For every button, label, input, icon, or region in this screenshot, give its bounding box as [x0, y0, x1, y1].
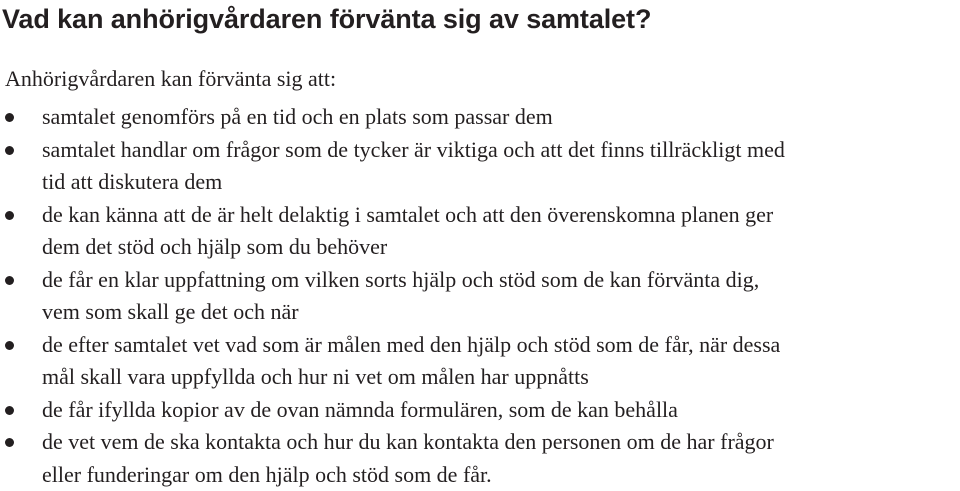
list-item-text-continued: mål skall vara uppfyllda och hur ni vet om målen har uppnåtts: [42, 364, 589, 389]
list-item-text-continued: vem som skall ge det och när: [42, 299, 299, 324]
bullet-dot-icon: [5, 406, 14, 415]
list-item-text: de efter samtalet vet vad som är målen med den hjälp och stöd som de får, när dessa: [42, 331, 781, 357]
bullet-dot-icon: [5, 211, 14, 220]
bullet-dot-icon: [5, 276, 14, 285]
list-item-text: samtalet handlar om frågor som de tycker är viktiga och att det finns tillräckligt med: [42, 136, 785, 162]
list-item: [0, 134, 958, 199]
list-item: [0, 264, 958, 329]
bullet-list: [0, 101, 958, 491]
list-item: [0, 394, 958, 427]
list-item-text-continued: eller funderingar om den hjälp och stöd som de får.: [42, 461, 492, 487]
bullet-dot-icon: [5, 341, 14, 350]
bullet-dot-icon: [5, 113, 14, 122]
intro-text: Anhörigvårdaren kan förvänta sig att:: [5, 66, 337, 91]
list-item-text-continued: tid att diskutera dem: [42, 169, 223, 194]
list-item: [0, 199, 958, 264]
list-item: [0, 101, 958, 134]
list-item-text: de får en klar uppfattning om vilken sorts hjälp och stöd som de kan förvänta dig,: [42, 266, 760, 292]
list-item-text: de kan känna att de är helt delaktig i samtalet och att den överenskomna planen ger: [42, 201, 774, 227]
list-item: [0, 426, 958, 491]
list-item: [0, 329, 958, 394]
list-item-text-continued: dem det stöd och hjälp som du behöver: [42, 234, 388, 259]
list-item-text: de vet vem de ska kontakta och hur du kan kontakta den personen om de har frågor: [42, 429, 774, 454]
list-item-text: samtalet genomförs på en tid och en plats som passar dem: [42, 104, 553, 129]
list-item-text: de får ifyllda kopior av de ovan nämnda formulären, som de kan behålla: [42, 396, 678, 422]
bullet-dot-icon: [5, 146, 14, 155]
page-heading: Vad kan anhörigvårdaren förvänta sig av samtalet?: [2, 4, 652, 34]
bullet-dot-icon: [5, 438, 14, 447]
